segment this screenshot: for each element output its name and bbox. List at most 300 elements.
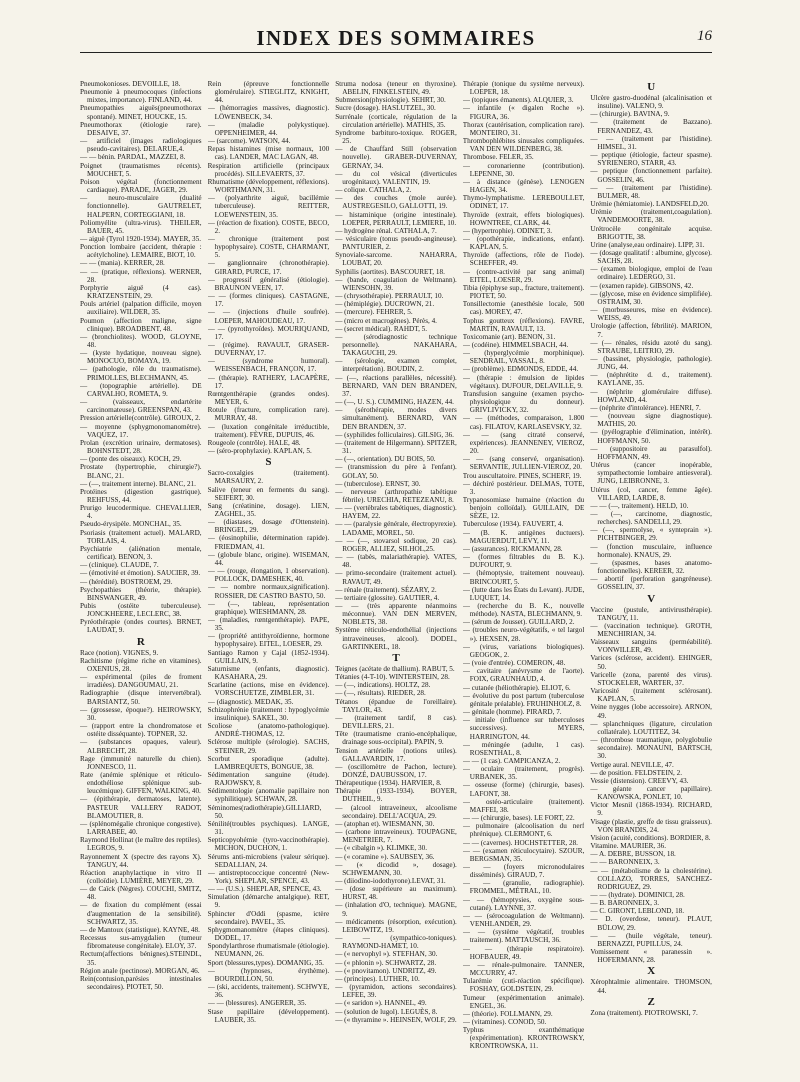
index-entry: — (bande, coagulation de Weltmann). WIENSOHN, 39. (335, 275, 457, 292)
index-entry: — (hypnoses, érythème). BOURDILLON, 50. (207, 966, 330, 983)
index-entry: Sphincter d'Oddi (spasme, ictère secondaire). PAVEL, 35. (207, 909, 330, 926)
index-entry: — (— rénales, résidu azoté du sang). STRAUBE, LEITRIO, 29. (590, 338, 712, 355)
index-entry: Schizophrénie (traitement : hypoglycémie insulinique). SAKEL, 30. (207, 705, 330, 722)
index-entry: — — (1 cas). CAMPICANZA, 2. (462, 756, 561, 765)
index-entry: — C. GIRONT, LEBLOND, 18. (590, 907, 685, 916)
index-entry: — (traitement tardif, 8 cas). DEVILLERS, 21. (335, 713, 457, 731)
index-entry: — (hémorragies massives, diagnostic). LÖWENBECK, 34. (207, 104, 330, 121)
index-entry: Rotule (fracture, complication rare). MURRAY, 48. (207, 406, 330, 423)
index-entry: Thérapie (1933-1934). BOYER, DUTHEIL, 9. (335, 787, 457, 804)
index-entry: Urémie (hémiatomie). LANDSFELD,20. (590, 200, 709, 209)
index-entry: Pyréothérapie (ondes courtes). BRNET, LAUDAT, 9. (80, 618, 202, 635)
index-entry: — nerveuse (arthropathie tabétique fébrile). URECHIA, RETEZEANU, 8. (335, 487, 457, 504)
index-entry: — A. DEBRE, BUSSON, 18. (590, 850, 676, 859)
index-entry: — (formes filtrables du B. K.). DUFOURT, 9. (462, 553, 585, 570)
index-entry: — — rénale-pulmonaire. TANNER, MCCURRY, 47. (462, 960, 585, 978)
index-entry: — de Caïck (Nègres). COUCHI, SMITZ, 48. (80, 885, 202, 902)
index-entry: — (sarcome). WATSON, 44. (207, 137, 291, 146)
index-entry: — — (examen réticulocytaire). SZOUR, BERGSMAN, 35. (462, 846, 585, 863)
index-entry: — (grossesse, époque?). HEIROWSKY, 30. (80, 705, 202, 722)
index-entry: Urémie (traitement,coagulation). VANDEMOORTE, 38. (590, 208, 712, 225)
index-entry: Séminomes(radiothérapie).GILLIARD, 50. (207, 803, 322, 820)
index-entry: Scoliose (anatomo-pathologique). ANDRÉ-THOMAS, 12. (207, 722, 330, 739)
index-entry: — de Chauffard Still (observation nouvelle). GRABER-DUVERNAY, GERNAY, 34. (335, 145, 457, 170)
index-entry: — (kyste hydatique, nouveau signe). MONOCUO, BOMAYA, 19. (80, 349, 202, 366)
index-entry: — (rapport entre la chondromatose et ostéite disséquante). TOPNER, 32. (80, 722, 202, 739)
index-entry: Trou auscultatoire. PINES, SCHERF, 19. (462, 471, 582, 480)
index-entry: — hydrogène rénal. CATHALA, 7. (335, 226, 437, 235)
index-entry: Ulcère gastro-duodénal (alcalinisation et insuline). VALENO, 9. (590, 94, 712, 111)
index-entry: Rage (immunité naturelle du chien). JONNESCO, 11. (80, 754, 202, 771)
index-entry: Typhus exanthématique (expérimentation). KRONTROWSKY, KRONTROWSKA, 11. (462, 1026, 585, 1051)
index-entry: — tertiaire (glossite). GAUTIER, 4. (335, 593, 440, 602)
index-entry: — (diastases, dosage d'Ottenstein). BRINGEL, 29. (207, 518, 330, 535)
index-entry: Psychiatrie (aliénation mentale, certificat). BENON, 3. (80, 544, 202, 562)
index-entry: Urologie (affection, fébrilité). MARION, 7. (590, 322, 712, 339)
index-entry: — (lutte dans les États du Levant). JUDE, LUQUET, 14. (462, 585, 585, 602)
index-entry: — évolutive du post partum (tuberculose génitale préalable). FRUHINHOLZ, 8. (462, 691, 585, 708)
index-entry: — (pyramidon, actions secondaires). LEFEE, 39. (335, 983, 457, 1000)
index-entry: — (examen biologique, emploi de l'eau ordinaire). LEDERGO, 31. (590, 265, 712, 282)
index-entry: Raymond Hollinat (le maître des reptiles). LEGROS, 9. (80, 836, 202, 853)
index-entry: — (maladies, rœntgenthérapie). PAPE, 35. (207, 616, 330, 633)
index-entry: — (vaccination technique). GROTH, MENCHIRIAN, 34. (590, 621, 712, 638)
index-entry: — expérimental (piles de froment irradiées). DANGOUMAU, 21. (80, 673, 202, 690)
index-entry: Victor Mesnil (1868-1934). RICHARD, 9. (590, 801, 712, 818)
index-entry: — — (traitement par l'histidine). HIMSEL, 31. (590, 134, 712, 151)
index-entry: — (carbone intraveineux). TOUPAGNE, MENETRIER, 7. (335, 828, 457, 845)
index-entry: — (néphrite d'intolérance). HENRI, 7. (590, 403, 701, 412)
index-entry: Pouls artériel (palpation difficile, moyen auxiliaire). WILDER, 35. (80, 300, 202, 317)
index-entry: — (chrysothérapie). PERRAULT, 10. (335, 292, 444, 301)
index-entry: — (thérapie : émulsion de lipides végétaux). DUFOUR, DELAVILLE, 9. (462, 373, 585, 390)
index-entry: — (examen rapide). GIBSONS, 42. (590, 281, 694, 290)
index-entry: — (—, carcinome, diagnostic, recherches). SANDELLI, 29. (590, 509, 712, 527)
index-entry: — (thérapie). RATHERY, LACAPÈRE, 17. (207, 373, 330, 390)
index-entry: — (vitamines). CONOD, 50. (462, 1017, 547, 1026)
index-entry: — (morbusseures, mise en évidence). WEISS, 49. (590, 306, 712, 323)
index-entry: — (« cibalgin »). KLIMKE, 30. (335, 844, 428, 853)
index-entry: — (opothérapie, indications, enfant). KAPLAN, 5. (462, 234, 585, 252)
index-entry: — (néphrétite d. d., traitement). KAYLANE, 35. (590, 371, 712, 388)
index-entry: Toxicomanie (art). BENON, 31. (462, 332, 556, 341)
index-entry: — — (sérocoagulation de Weltmann). VENHLANDER, 29. (462, 911, 585, 929)
index-column (335, 80, 457, 1065)
index-entry: Tonsillectomie (anesthésie locale, 500 cas). MOREY, 47. (462, 300, 585, 317)
page-title: INDEX DES SOMMAIRES (256, 26, 536, 50)
index-entry: — (secret médical). RAHDT, 5. (335, 324, 428, 333)
index-entry: — — (pratique, réflexions). WERNER, 28. (80, 267, 202, 284)
index-entry: — médicaments (résorption, exécution). LEIBOWITZ, 19. (335, 917, 457, 934)
index-entry: Rate (anémie splénique et réticulo-endothéliose splénique sub-leucémique). GIFFEN, WALKING, 40. (80, 770, 202, 796)
index-entry: — cutanée (héliothérapie). ELIOT, 6. (462, 683, 571, 692)
index-entry: — (dose supérieure au maximum). HURST, 48. (335, 885, 457, 902)
index-entry: Rectum(affections bénignes).STEINDL, 35. (80, 950, 202, 967)
index-entry: — (diiodino-iodothyrone).LEVAT, 31. (335, 877, 446, 885)
index-entry: Utérus (cancer inopérable, sympathectomie lombaire antiesveral). JUNG, LEIBRONNE, 3. (590, 461, 712, 486)
index-entry: — (épithérapie, dermatoses, latente). PASTEUR VALLERY RADOT, BLAMOUTIER, 8. (80, 795, 202, 820)
index-entry: — (hypertrophie). ODINET, 3. (462, 226, 553, 235)
index-entry: — (« thyramine ». HEINSEN, WOLF, 29. (335, 1015, 457, 1024)
index-entry: — — (blessures). ANGERER, 35. (207, 999, 307, 1008)
index-entry: — (ski, accidents, traitement). SCHWYE, 36. (207, 983, 330, 1000)
index-entry: — des couches (mole aurée). AUSTREGESILO, GALLOTTI, 19. (335, 194, 457, 211)
index-entry: — — (système végétatif, troubles traitement). MATTAUSCH, 36. (462, 928, 585, 945)
index-entry: Trypanosomiase humaine (réaction du benjoin colloïdal). GUILLAIN, DE SÈZE, 12. (462, 495, 585, 521)
index-entry: — (transmission du père à l'enfant). GOLAY, 50. (335, 463, 457, 480)
index-entry: Sucre (dosage). HASLUTZEL, 30. (335, 104, 436, 113)
index-entry: — — (méthodes, comparaison, 1.800 cas). FILATOV, KARLASEVSKY, 32. (462, 414, 585, 431)
index-entry: — chronique (traitement post hypophysaire). COSTE, CHARMANT, 5. (207, 234, 330, 260)
index-entry: — de Mantoux (statistique). KAYNE, 48. (80, 925, 200, 934)
index-entry: — (—, résultats). RIEDER, 28. (335, 689, 426, 698)
index-entry: — (mercure). FEHRER, 5. (335, 308, 413, 317)
index-entry: — (B. K. antigènes ductuers). MAGUERDUT, LEVY, 11. (462, 528, 585, 545)
index-entry: — — (foyers micronodulaires disséminés). GIRAUD, 7. (462, 863, 585, 880)
index-entry: — — (sang citraté conservé, expériences). JEANNENEY, VIEROZ, 20. (462, 430, 585, 456)
page-header (80, 26, 712, 53)
index-entry: — — (métabolisme de la cholestérine). COLLAZO, TORRES, SANCHEZ-RODRIGUEZ, 29. (590, 866, 712, 891)
index-entry: — (ponte des oiseaux). KOCH, 29. (80, 455, 182, 464)
index-entry: Zona (traitement). PIOTROWSKI, 7. (590, 1008, 698, 1017)
section-letter: S (265, 456, 272, 469)
index-entry: Psychopathies (théorie, thérapie). BINSWANGER, 49. (80, 585, 202, 602)
index-entry: Rhumatisme (développement, réflexions). WORTHMANN, 31. (207, 177, 330, 195)
index-entry: — méningée (adulte, 1 cas). ROSENTHAL, 8. (462, 740, 585, 757)
section-letter: T (392, 651, 400, 664)
index-entry: Scarlatine (actions, mise en évidence). VORSCHUETZE, ZIMBLER, 31. (207, 681, 330, 698)
index-entry: Utérus (col, cancer, femme âgée). VILLARD, LARDE, 8. (590, 485, 712, 502)
index-entry: — — (hémoptysies, oxygène sous-cutané). LAYNNE, 37. (462, 895, 585, 912)
index-entry: — coronarienne (contribution). LEPENNE, 30. (462, 161, 585, 178)
index-entry: — abortif (perforation gangréneuse). GOSSELIN, 37. (590, 575, 712, 592)
index-entry: — (pathologie, rôle du traumatisme). PRIMOLLES, BLECHMANN, 45. (80, 365, 202, 382)
index-entry: Pseudo-érysipèle. MONCHAL, 35. (80, 520, 182, 529)
index-entry: — (« coramine »). SAUBSEY, 36. (335, 852, 435, 861)
index-entry: Thorax (cautérisation, complication rare). MONTEIRO, 31. (462, 120, 585, 137)
index-entry: — osseuse (forme) (chirurgie, bases). LAFONT, 38. (462, 781, 585, 798)
index-entry: — — (rouge, élongation, 1 observation). POLLOCK, DAMESHEK, 40. (207, 567, 330, 584)
index-entry: — ostéo-articulaire (traitement). MAFFEI, 38. (462, 797, 585, 814)
index-entry: — — (hydrate). DOMINICI, 28. (590, 891, 685, 899)
index-entry: — (topiques émanents). ALQUIER, 3. (462, 96, 574, 105)
section-letter: Z (647, 995, 655, 1008)
index-entry: Stase papillaire (développement). LAUBER, 35. (207, 1007, 330, 1024)
index-entry: Rayonnement X (spectre des rayons X). TANGUY, 44. (80, 852, 202, 869)
index-entry: Rougeole (contrôle). HALE, 48. (207, 438, 301, 447)
index-entry: — (—, indications). HOLTZ, 28. (335, 681, 431, 690)
index-entry: — (—, traitement interne). BLANC, 21. (80, 479, 196, 488)
index-entry: — (—, U. S.). CUMMING, HAZEN, 44. (335, 398, 454, 407)
index-entry: Vomissement « paranessin ». HOFERMANN, 28. (590, 948, 712, 965)
index-entry: — (splénomégalie chronique congestive). LARRABEE, 40. (80, 819, 202, 837)
index-entry: — (alcool intraveineux, alcoolisme secondaire). DELL'ACQUA, 29. (335, 803, 457, 820)
index-entry: Spondylarthrose rhumatismale (étiologie). NEUMANN, 26. (207, 942, 330, 959)
index-entry: — vésiculaire (tonus pseudo-angineuse). PANTURIER, 2. (335, 234, 457, 252)
index-entry: — (sérologie, examen complet, interprétation). BOUDIN, 2. (335, 357, 457, 374)
index-entry: Thrombose. FELER, 35. (462, 153, 534, 162)
index-entry: — (bronchiolites). WOOD, GLOYNE, 48. (80, 332, 202, 349)
index-entry: — rénale (traitement). SÉZARY, 2. (335, 585, 437, 594)
index-entry: — (—, réactions parallèles, nécessité). BERNARD, VAN DEN BRANDEN, 37. (335, 373, 457, 398)
index-entry: — (maladie polykystique). OPPENHEIMER, 44. (207, 120, 330, 137)
index-entry: — (traitement de Bazzano). FERNANDEZ, 43. (590, 118, 712, 135)
index-entry: — (codéine). HIMMELSBACH, 44. (462, 341, 569, 349)
index-entry: Vertige aural. NEVILLE, 47. (590, 760, 674, 769)
index-entry: — (—, orientation). DU BOIS, 50. (335, 455, 436, 464)
index-entry: — (atophan et). WIESMANN, 30. (335, 819, 435, 828)
index-entry: Poliomyélite (ultra-virus). THEILER, BAUER, 45. (80, 218, 202, 235)
index-entry: — (hémoptysie, traitement nouveau). BRINCOURT, 5. (462, 569, 585, 586)
index-entry: — génitale (homme). PIRARD, 7. (462, 708, 562, 717)
index-column (463, 80, 585, 1065)
index-entry: — artificiel (images radiologiques pseudo-cavitaires). DELARUE,4. (80, 137, 202, 154)
index-entry: Rein(contusion,parésies intestinales secondaires). PIOTET, 50. (80, 974, 202, 992)
index-entry: — — (—, traitement). HELD, 10. (590, 501, 689, 510)
index-entry: — peptique (étiologie, facteur spasme). SYRIENERO, STARR, 43. (590, 151, 712, 168)
index-entry: — (sérum de Jousset). GUILLARD, 2. (462, 618, 575, 627)
index-entry: Vaccine (pustule, antivirusthérapie). TANGUY, 11. (590, 605, 712, 622)
index-entry: Santiago Ramon y Cajal (1852-1934). GUILLAIN, 9. (207, 648, 330, 665)
index-entry: Thérapeutique (1934). HARVIER, 8. (335, 779, 442, 788)
index-entry: — (—, spermolyse, « synteprain »). PICHTBINGER, 29. (590, 526, 712, 543)
index-entry: Thyroïde (extrait, effets biologiques). HOWNTREE, CLARK, 44. (462, 210, 585, 227)
index-entry: — — (formes cliniques). CASTAGNE, 17. (207, 292, 330, 309)
index-entry: — (fonction musculaire, influence hormonale). KNAUS, 29. (590, 542, 712, 559)
index-entry: — (assurances). RICKMANN, 28. (462, 544, 563, 553)
index-entry: — de fixation du complément (essai d'augmentation de la sensibilité). SCHWARTZ, 35. (80, 901, 202, 926)
index-entry: — (syndrome humoral). WEISSENBACH, FRANÇON, 17. (207, 357, 330, 374)
index-entry: — — (traitement par l'histidine). BULMER, 48. (590, 183, 712, 200)
index-entry: Ponction lombaire (accident, thérapie : acétylcholine). LEMAIRE, BIOT, 10. (80, 243, 202, 260)
index-entry: — — (mania). KERRER, 28. (80, 259, 165, 268)
index-entry: Urétrocèle congénitale acquise. BRIGOTTE, 38. (590, 224, 712, 241)
index-entry: Simulation (démarche antalgique). RET, 9. (207, 893, 330, 910)
index-entry: Prostate (hypertrophie, chirurgie?). BLANC, 21. (80, 463, 202, 480)
index-entry: Rœntgenthérapie (grandes ondes). MEYER, 6. (207, 389, 330, 407)
index-entry: — (« nervophyl »). STEFHAN, 30. (335, 950, 438, 959)
index-entry: — (hérédité). BOSTROEM, 29. (80, 577, 173, 586)
index-entry: — infantile (« digalen Roche »). FIGURA, 36. (462, 104, 585, 121)
index-entry: — — (huile végétale, teneur). BERNAZZI, PUPILLUS, 24. (590, 931, 712, 948)
index-entry: Sclérose multiple (sérologie). SACHS, STEINER, 29. (207, 738, 330, 755)
index-entry: Varicelle (zona, parenté des virus). STOCKELER, WARTER, 37. (590, 670, 712, 687)
index-columns (80, 80, 712, 1065)
index-entry: — (micro et macrogènes). Pérès, 4. (335, 316, 437, 325)
index-entry: — (luxation congénitale irréductible, traitement). FÈVRE, DUPUIS, 46. (207, 422, 330, 439)
index-entry: Thymo-lymphatisme. LEREBOULLET, ODINET, 17. (462, 194, 585, 211)
index-entry: — — BARONNEIX, 3. (590, 858, 660, 867)
index-entry: Système réticulo-endothélial (injections intraveineuses, alcool). DODEL, GARTINKERL, 18. (335, 626, 457, 651)
index-entry: Sacro-coxalgies (traitement). MARSAURY, 2. (207, 469, 330, 486)
index-entry: Sédimentologie (anomalie papillaire non syphilitique). SCHWAN, 28. (207, 787, 330, 804)
index-entry: — (diagnostic). MEDAK, 35. (207, 697, 294, 706)
index-entry: — géante cancer papillaire). KANOWSKA, PONLET, 10. (590, 784, 712, 802)
index-entry: — antistreptococcique concentré (New-York). SHEPLAR, SPENCE, 43. (207, 868, 330, 885)
index-entry: — (polyarthrite aiguë, bacillémie tuberculeuse). REITTER, LOEWENSTEIN, 35. (207, 194, 330, 219)
index-entry: — (nouveau signe diagnostique). MATHIS, 20. (590, 412, 712, 429)
index-entry: — (théorie). FOLLMANN, 29. (462, 1009, 553, 1018)
index-entry: — (problème). EDMONDS, EDDE, 44. (462, 365, 579, 374)
index-entry: — (topographie artérielle). DE CARVALHO, ROMETA, 9. (80, 381, 202, 398)
index-entry: — (principes). LUTHER, 10. (335, 974, 420, 983)
index-entry: Porphyrie aiguë (4 cas). KRATZENSTEIN, 29. (80, 283, 202, 301)
index-entry: Vitamine. MAURIER, 36. (590, 842, 667, 851)
index-entry: — (« dicodid », dosage). SCHWEMANN, 30. (335, 860, 457, 877)
index-entry: Visage (plastie, greffe de tissu graisseux). VON BRANDIS, 24. (590, 817, 712, 834)
index-entry: Thérapie (tonique du système nerveux). LOEPER, 18. (462, 80, 585, 97)
index-entry: — du col vésical (diverticules urogénitaux). VALENTIN, 19. (335, 169, 457, 186)
index-entry: — de position. FELDSTEIN, 2. (590, 768, 683, 777)
index-entry: — (traitement de Hilgermann). SPITZER, 31. (335, 438, 457, 456)
page-number: 16 (697, 28, 712, 44)
index-entry: — neuro-musculaire (dualité fonctionnelle). GAUTRELET, HALPERN, CORTEGGIANI, 18. (80, 194, 202, 219)
index-entry: Pneumopathies aiguës(pneumothorax spontané). MINET, HOUCKE, 15. (80, 104, 202, 121)
index-entry: — progressif généralisé (étiologie). BRAUNON VEEN, 17. (207, 275, 330, 292)
index-entry: Tension artérielle (notions utiles). GALLAVARDIN, 17. (335, 746, 457, 763)
index-entry: Poignet (traumatismes récents). MOUCHET, 5. (80, 161, 202, 178)
index-entry: Poison végétal (fonctionnement cardiaque). PARADE, JAGER, 29. (80, 177, 202, 195)
index-entry: — (troubles neuro-végétatifs, « tel largol »). HEXSEN, 28. (462, 626, 585, 643)
index-entry: Scorbut sporadique (adulte). LAMBREQUETS, BONGUE, 38. (207, 754, 330, 771)
index-entry: — — (sympathico-toniques). RAYMOND-HAMET, 10. (335, 934, 457, 951)
section-letter: U (647, 81, 656, 93)
index-entry: Tuberculose (1934). FAUVERT, 4. (462, 520, 564, 529)
index-entry: — — nombre normaux,signification). ROSSIER, DE CASTRO BASTO, 50. (207, 583, 330, 600)
index-entry: Pneumokonioses. DEVOILLE, 18. (80, 80, 181, 88)
index-entry: — — (injections d'huile soufrée). LOEPER, MAHOUDEAU, 17. (207, 308, 330, 325)
index-entry: Veine nygges (lobe accessoire). ARNON, 49. (590, 703, 712, 720)
index-entry: Tibia (épiphyse sup., fracture, traitement). PIOTET, 50. (462, 283, 585, 301)
index-column (80, 80, 202, 1065)
index-entry: — (réaction de fixation). COSTE, BECO, 2. (207, 218, 330, 235)
index-entry: Transfusion sanguine (examen psycho-physiologique du donneur). GRIVLIVICKY, 32. (462, 389, 585, 415)
index-entry: — histaminique (origine intestinale). LOEPER, PERRAULT, LEMIERE, 10. (335, 210, 457, 227)
index-entry: — — (très apparente néanmoins méconnue). VAN DEN MERVEN, NOBLETS, 38. (335, 602, 457, 627)
index-entry: — — (paralysie générale, électropyrexie). LADAME, MOREL, 50. (335, 520, 457, 537)
index-entry: Prolan (excrétion urinaire, dermatoses). BOHNSTEDT, 28. (80, 438, 202, 456)
index-entry: — (globule blanc, origine). WISEMAN, 44. (207, 550, 330, 567)
index-entry: — — (—, stovarsol sodique, 20 cas). ROGER, ALLIEZ, SILHOL,25. (335, 536, 457, 553)
index-entry: Sédimentation sanguine (étude). RAJOWSKY, 8. (207, 770, 330, 788)
index-entry: — — (pyrothyroïdes). MOURIQUAND, 17. (207, 324, 330, 341)
index-entry: — oculaire (traitement, progrès). URBANEK, 35. (462, 765, 585, 782)
index-entry: Synoviale-sarcome. NAHARRA, LOUBAT, 20. (335, 251, 457, 268)
index-entry: — colique. CATHALA, 2. (335, 186, 412, 195)
index-entry: Sang (créatinine, dosage). LIEN, ZAGHEL, 35. (207, 501, 330, 518)
index-entry: — — (sang conservé, organisation). SERVANTIE, JULLIEN-VIEROZ, 20. (462, 455, 585, 472)
index-entry: — (« pnovitamon). UNDRITZ, 49. (335, 966, 437, 975)
index-entry: — — bénin. PARDAL, MAZZEI, 8. (80, 153, 186, 162)
index-entry: — (substances opaques, valeur). ALBRECHT, 28. (80, 738, 202, 755)
index-entry: — (séro-prophylaxie). KAPLAN, 5. (207, 447, 312, 456)
index-entry: — (« saridon »). HANNEL, 49. (335, 999, 427, 1008)
index-entry: — (régime). RAVAULT, GRASER-DUVERNAY, 17. (207, 341, 330, 358)
index-entry: — (pyélographie d'élimination, intérêt). HOFFMANN, 50. (590, 428, 712, 445)
index-entry: Saturnisme (enfants, diagnostic). KASAHARA, 29. (207, 664, 330, 682)
index-entry: — ganglionnaire (chronothérapie). GIRARD, PURCE, 17. (207, 259, 330, 276)
index-entry: Teignes (acétate de thallium). RABUT, 5. (335, 664, 455, 673)
index-entry: Rachitisme (régime riche en vitamines). OXENIUS, 28. (80, 656, 202, 673)
index-entry: — (propriété antithyroïdienne, hormone hypophysaire). EITEL, LOESER, 29. (207, 632, 330, 649)
index-entry: — (« phlonin »). SCHWARTZ, 28. (335, 958, 437, 967)
index-entry: — (contre-activité par sang animal) EITEL, LOESER, 29. (462, 267, 585, 284)
index-entry: Rein (épreuve fonctionnelle glomérulaire). STIEGLITZ, KNIGHT, 44. (207, 80, 330, 105)
index-entry: — — (tabès, malariathérapie). VATES, 48. (335, 553, 457, 570)
index-entry: — (bassinet, physiologie, pathologie). JUNG, 44. (590, 355, 712, 372)
index-entry: — initiale (influence sur tuberculoses successives). MYERS, HARRINGTON, 44. (462, 716, 585, 741)
index-entry: — (solution de lugol). LEGUÈS, 8. (335, 1007, 438, 1016)
index-entry: Race (notion). VIGNES, 9. (80, 648, 159, 657)
index-entry: Pression artérielle(contrôle). GIROUX, 2. (80, 414, 201, 423)
index-entry: Région anale (pectinose). MORGAN, 46. (80, 966, 200, 975)
index-entry: — — (vertèbrales tabétiques, diagnostic). HAYEM, 22. (335, 504, 457, 521)
index-entry: — — (granulie, radiographie). FROMMEL, MÉTRAL, 10. (462, 879, 585, 896)
index-entry: Salive (teneur en ferments du sang). SEIFERT, 30. (207, 485, 330, 502)
index-entry: Psoriasis (traitement actuel). MALARD, TORLAIS, 4. (80, 528, 202, 545)
index-entry: Thrombophlébites sinusales compliquées. VAN DEN WILDENBERG, 38. (462, 137, 585, 154)
index-entry: Recessus sus-amygdalien (tumeur fibromateuse congénitale). ELOY, 37. (80, 934, 202, 951)
index-entry: — cavitaire (anévrysme de l'aorte). FOIX, GRAUNHAUD, 4. (462, 667, 585, 684)
index-entry: — (éosinophilie, détermination rapide). FRIEDMAN, 41. (207, 534, 330, 551)
index-entry: — (dosage qualitatif : albumine, glycose). SACHS, 28. (590, 248, 712, 266)
index-column (208, 80, 330, 1065)
index-entry: Sénilité(troubles psychiques). LANGE, 31. (207, 819, 330, 837)
index-entry: Réaction anaphylactique in vitro II (colloïdie). LUMIÈRE, MEYER, 29. (80, 868, 202, 885)
index-entry: — à distance (génèse). LENOGEN HAGEN, 34. (462, 177, 585, 195)
index-entry: — déchiré postérieur. DELMAS, TOTE, 3. (462, 479, 585, 496)
index-entry: — — (chirurgie, bases). LE FORT, 22. (462, 814, 575, 823)
index-entry: — (sérodiagnostic technique personnelle). NAKAHARA, TAKAGUCHI, 29. (335, 332, 457, 358)
index-entry: — (suppositoire au parasulfol). HOFFMANN, 49. (590, 444, 712, 461)
index-entry: — primo-secondaire (traitement actuel). RAVAUT, 49. (335, 569, 457, 586)
index-entry: Radiographie (disque intervertébral). BARSIANTZ, 50. (80, 689, 202, 706)
index-entry: — (tuberculose). ERNST, 30. (335, 479, 421, 488)
index-entry: Tumeur (expérimentation animale). ENGEL, 36. (462, 993, 585, 1010)
index-entry: Prurigo leucodermique. CHEVALLIER, 4. (80, 504, 202, 521)
index-entry: Xérophtalmie alimentaire. THOMSON, 44. (590, 978, 712, 995)
index-entry: Septicopyohémie (tyro-vaccinothérapie). MICHON, DUCHON, 1. (207, 836, 330, 853)
index-entry: Pubis (ostéite tuberculeuse). JONCKHEERE, LECLERC, 38. (80, 602, 202, 619)
index-entry: Pneumonie à pneumocoques (infections mixtes, importance). FINLAND, 44. (80, 88, 202, 105)
index-entry: Varicosité (traitement sclérosant). KAPLAN, 5. (590, 687, 712, 704)
index-entry: Repas histamines (mise normaux, 100 cas). LANDER, MAC LAGAN, 48. (207, 145, 330, 162)
index-entry: Sport (blessures,types). DOMANIG, 35. (207, 958, 324, 967)
index-entry: — (émotivité et émotion). SAUCIER, 39. (80, 569, 201, 578)
index-entry: — aiguë (Tyrol 1920-1934). MAYER, 35. (80, 234, 202, 243)
index-entry: — (voie d'entrée). COMERON, 48. (462, 659, 566, 668)
index-entry: — (—, tableau, représentation graphique). WIESHMANN, 28. (207, 599, 330, 616)
index-entry: — (hyperglycémie morphinique). SENDRAIL, VASSAL, 8. (462, 349, 585, 366)
index-entry: — (chirurgie). BAVINA, 9. (590, 110, 670, 119)
index-entry: — peptique (fonctionnement parfaite). GOSSELIN, 46. (590, 167, 712, 184)
index-entry: — moyenne (sphygmonomanomètre). VAQUEZ, 17. (80, 422, 202, 439)
index-entry: — (vaisseaux, endartérite carcinomateuse). GREENSPAN, 43. (80, 398, 202, 415)
index-entry: Tétanies (4-T-10). WINTERSTEIN, 28. (335, 673, 450, 682)
index-entry: Sphygmomanomètre (étapes cliniques). DODEL, 17. (207, 925, 330, 943)
index-entry: Pneumothorax (étiologie rare). DESAIVE, 37. (80, 120, 202, 137)
index-entry: Syndrome barbituro-toxique. ROGER, 25. (335, 128, 457, 146)
index-entry: Syphilis (aortites). BASCOURET, 18. (335, 267, 445, 276)
index-entry: — pulmonaire (alcoolisation du nerf phrénique). CLERMONT, 6. (462, 822, 585, 839)
index-entry: Tête (traumatisme cranio-encéphalique, drainage sous-occipital). PAPIN, 9. (335, 730, 457, 747)
index-entry: Submersion(physiologie). SEHRT, 30. (335, 96, 446, 105)
index-entry: — (virus, variations biologiques). GEOGOK, 2. (462, 642, 585, 659)
index-entry: Varices (sclérose, accident). EHINGER, 50. (590, 654, 712, 671)
index-entry: — splanchniques (ligature, circulation collatérale). LOUTITEZ, 34. (590, 719, 712, 736)
index-entry: — (spasmes, bases anatomo-fonctionnelles). KEREER, 32. (590, 558, 712, 576)
index-entry: — B. BARONNEIX, 3. (590, 899, 660, 908)
